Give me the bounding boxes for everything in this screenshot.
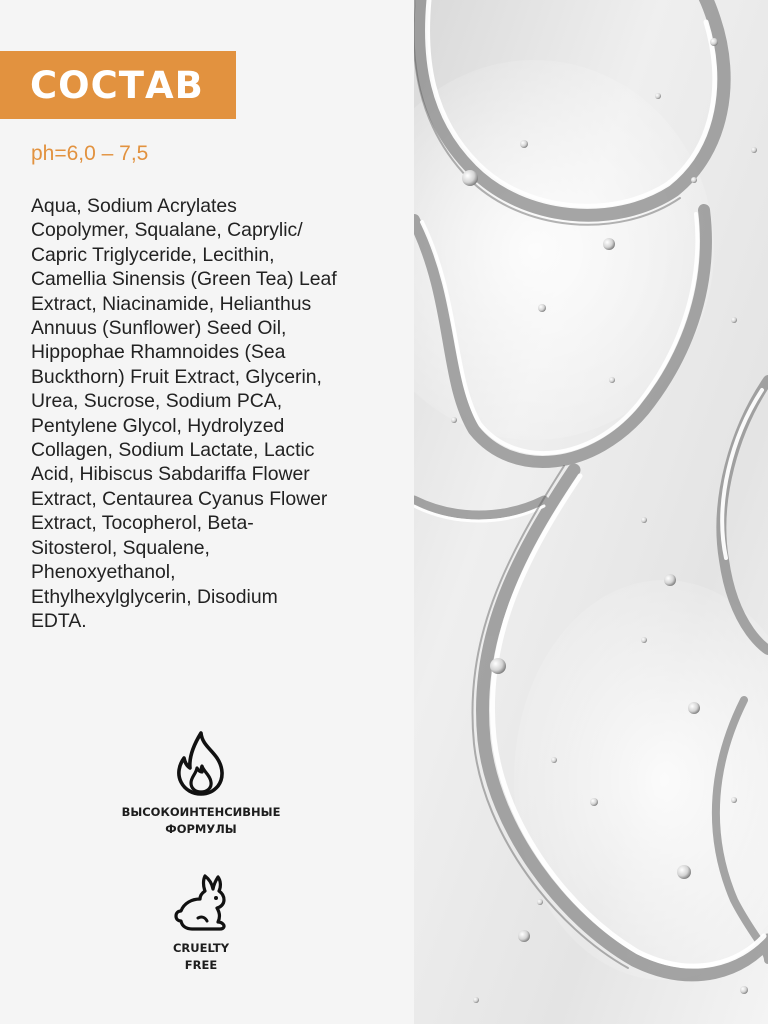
ph-value: ph=6,0 – 7,5 [31,142,149,165]
gel-illustration [414,0,768,1024]
ingredients-line: Extract, Centaurea Cyanus Flower [31,487,328,510]
rabbit-icon [174,872,228,932]
ingredients-line: Aqua, Sodium Acrylates [31,195,237,217]
ingredients-line: EDTA. [31,609,87,632]
ingredients-line: Phenoxyethanol, [31,561,176,584]
clear-gel-texture-image [414,0,768,1024]
ingredients-line: Hippophae Rhamnoides (Sea [31,341,286,364]
ingredients-line: Collagen, Sodium Lactate, Lactic [31,439,315,462]
page-title: СОСТАВ [30,63,204,107]
feature-high-intensity-formulas [100,730,302,838]
flame-icon [175,730,227,796]
ingredients-line: Extract, Niacinamide, Helianthus [31,292,312,315]
feature-cruelty-free [100,872,302,974]
ingredients-line: Sitosterol, Squalene, [31,536,210,559]
ingredients-line: Urea, Sucrose, Sodium PCA, [31,390,283,413]
ingredients-line: Extract, Tocopherol, Beta- [31,512,254,535]
ingredients-line: Buckthorn) Fruit Extract, Glycerin, [31,365,322,388]
ingredients-line: Acid, Hibiscus Sabdariffa Flower [31,463,310,486]
feature-label: ВЫСОКОИНТЕНСИВНЫЕ ФОРМУЛЫ [121,805,281,836]
ingredients-line: Annuus (Sunflower) Seed Oil, [31,317,287,340]
title-badge [0,51,236,119]
ingredients-line: Capric Triglyceride, Lecithin, [31,243,275,266]
ingredients-line: Ethylhexylglycerin, Disodium [31,585,278,608]
ingredients-line: Camellia Sinensis (Green Tea) Leaf [31,268,337,291]
feature-label: CRUELTY FREE [172,941,230,972]
ingredients-line: Copolymer, Squalane, Caprylic/ [31,219,303,242]
ingredients-line: Pentylene Glycol, Hydrolyzed [31,414,285,437]
ingredients-list [31,194,383,633]
